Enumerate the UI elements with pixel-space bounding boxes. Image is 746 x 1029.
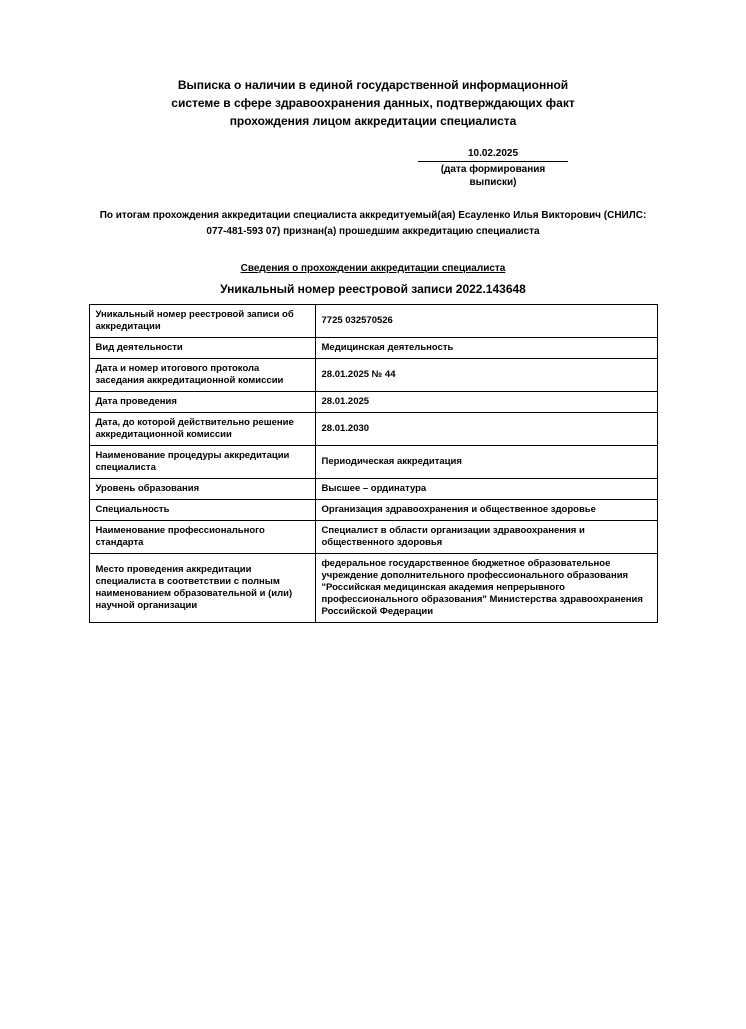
row-value: Организация здравоохранения и общественное здоровье	[315, 500, 657, 521]
row-value: федеральное государственное бюджетное образовательное учреждение дополнительного профессионального образования "Российская медицинская академия непрерывного профессионального образования" Министерства здравоохранения Российской Федерации	[315, 554, 657, 623]
row-label: Дата, до которой действительно решение аккредитационной комиссии	[89, 413, 315, 446]
registry-number-header: Уникальный номер реестровой записи 2022.143648	[220, 282, 526, 296]
table-row	[89, 338, 657, 359]
row-value: Специалист в области организации здравоохранения и общественного здоровья	[315, 521, 657, 554]
row-label: Наименование процедуры аккредитации специалиста	[89, 446, 315, 479]
table-row	[89, 521, 657, 554]
row-value: 28.01.2030	[315, 413, 657, 446]
intro-paragraph: По итогам прохождения аккредитации специалиста аккредитуемый(ая) Есауленко Илья Викторович (СНИЛС: 077-481-593 07) признан(а) прошедшим аккредитацию специалиста	[99, 210, 647, 237]
extract-date: 10.02.2025	[418, 147, 568, 162]
row-label: Дата проведения	[89, 392, 315, 413]
row-value: 7725 032570526	[315, 305, 657, 338]
row-label: Уровень образования	[89, 479, 315, 500]
date-block	[418, 147, 568, 189]
section-header: Сведения о прохождении аккредитации специалиста	[240, 263, 506, 274]
row-label: Уникальный номер реестровой записи об аккредитации	[89, 305, 315, 338]
row-label: Наименование профессионального стандарта	[89, 521, 315, 554]
table-row	[89, 413, 657, 446]
table-row	[89, 359, 657, 392]
row-label: Вид деятельности	[89, 338, 315, 359]
row-value: 28.01.2025 № 44	[315, 359, 657, 392]
table-row	[89, 305, 657, 338]
row-value: Периодическая аккредитация	[315, 446, 657, 479]
row-value: 28.01.2025	[315, 392, 657, 413]
row-label: Специальность	[89, 500, 315, 521]
table-row	[89, 500, 657, 521]
accreditation-table	[89, 304, 658, 623]
table-row	[89, 554, 657, 623]
table-row	[89, 446, 657, 479]
accreditation-table-body	[89, 305, 657, 623]
table-row	[89, 392, 657, 413]
row-value: Высшее – ординатура	[315, 479, 657, 500]
document-title: Выписка о наличии в единой государственной информационной системе в сфере здравоохранения данных, подтверждающих факт прохождения лицом аккредитации специалиста	[171, 78, 575, 128]
row-value: Медицинская деятельность	[315, 338, 657, 359]
extract-date-caption: (дата формирования выписки)	[440, 164, 546, 188]
table-row	[89, 479, 657, 500]
row-label: Дата и номер итогового протокола заседания аккредитационной комиссии	[89, 359, 315, 392]
row-label: Место проведения аккредитации специалиста в соответствии с полным наименованием образовательной и (или) научной организации	[89, 554, 315, 623]
